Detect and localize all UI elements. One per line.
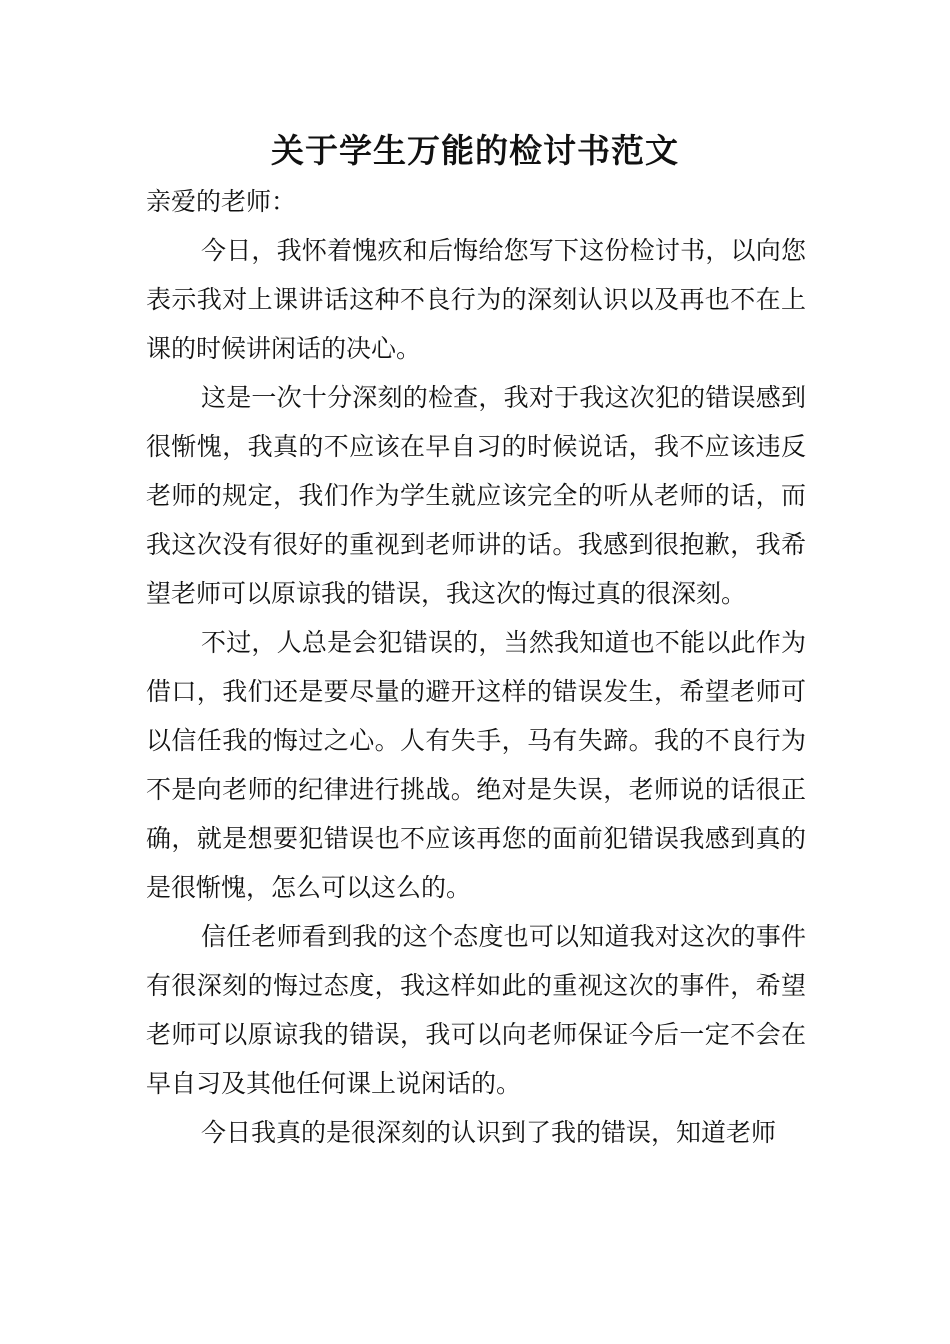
- document-body: [146, 177, 806, 1157]
- paragraph-1: 今日，我怀着愧疚和后悔给您写下这份检讨书，以向您表示我对上课讲话这种不良行为的深刻认识以及再也不在上课的时候讲闲话的决心。: [146, 236, 806, 363]
- paragraph-4: 信任老师看到我的这个态度也可以知道我对这次的事件有很深刻的悔过态度，我这样如此的重视这次的事件，希望老师可以原谅我的错误，我可以向老师保证今后一定不会在早自习及其他任何课上说闲话的。: [146, 922, 806, 1098]
- document-title: 关于学生万能的检讨书范文: [271, 131, 679, 170]
- paragraph-2: 这是一次十分深刻的检查，我对于我这次犯的错误感到很惭愧，我真的不应该在早自习的时候说话，我不应该违反老师的规定，我们作为学生就应该完全的听从老师的话，而我这次没有很好的重视到老师讲的话。我感到很抱歉，我希望老师可以原谅我的错误，我这次的悔过真的很深刻。: [146, 383, 806, 608]
- paragraph-3: 不过，人总是会犯错误的，当然我知道也不能以此作为借口，我们还是要尽量的避开这样的错误发生，希望老师可以信任我的悔过之心。人有失手，马有失蹄。我的不良行为不是向老师的纪律进行挑战。绝对是失误，老师说的话很正确，就是想要犯错误也不应该再您的面前犯错误我感到真的是很惭愧，怎么可以这么的。: [146, 628, 806, 902]
- paragraph-5: 今日我真的是很深刻的认识到了我的错误，知道老师: [201, 1118, 777, 1147]
- greeting: 亲爱的老师：: [146, 187, 297, 216]
